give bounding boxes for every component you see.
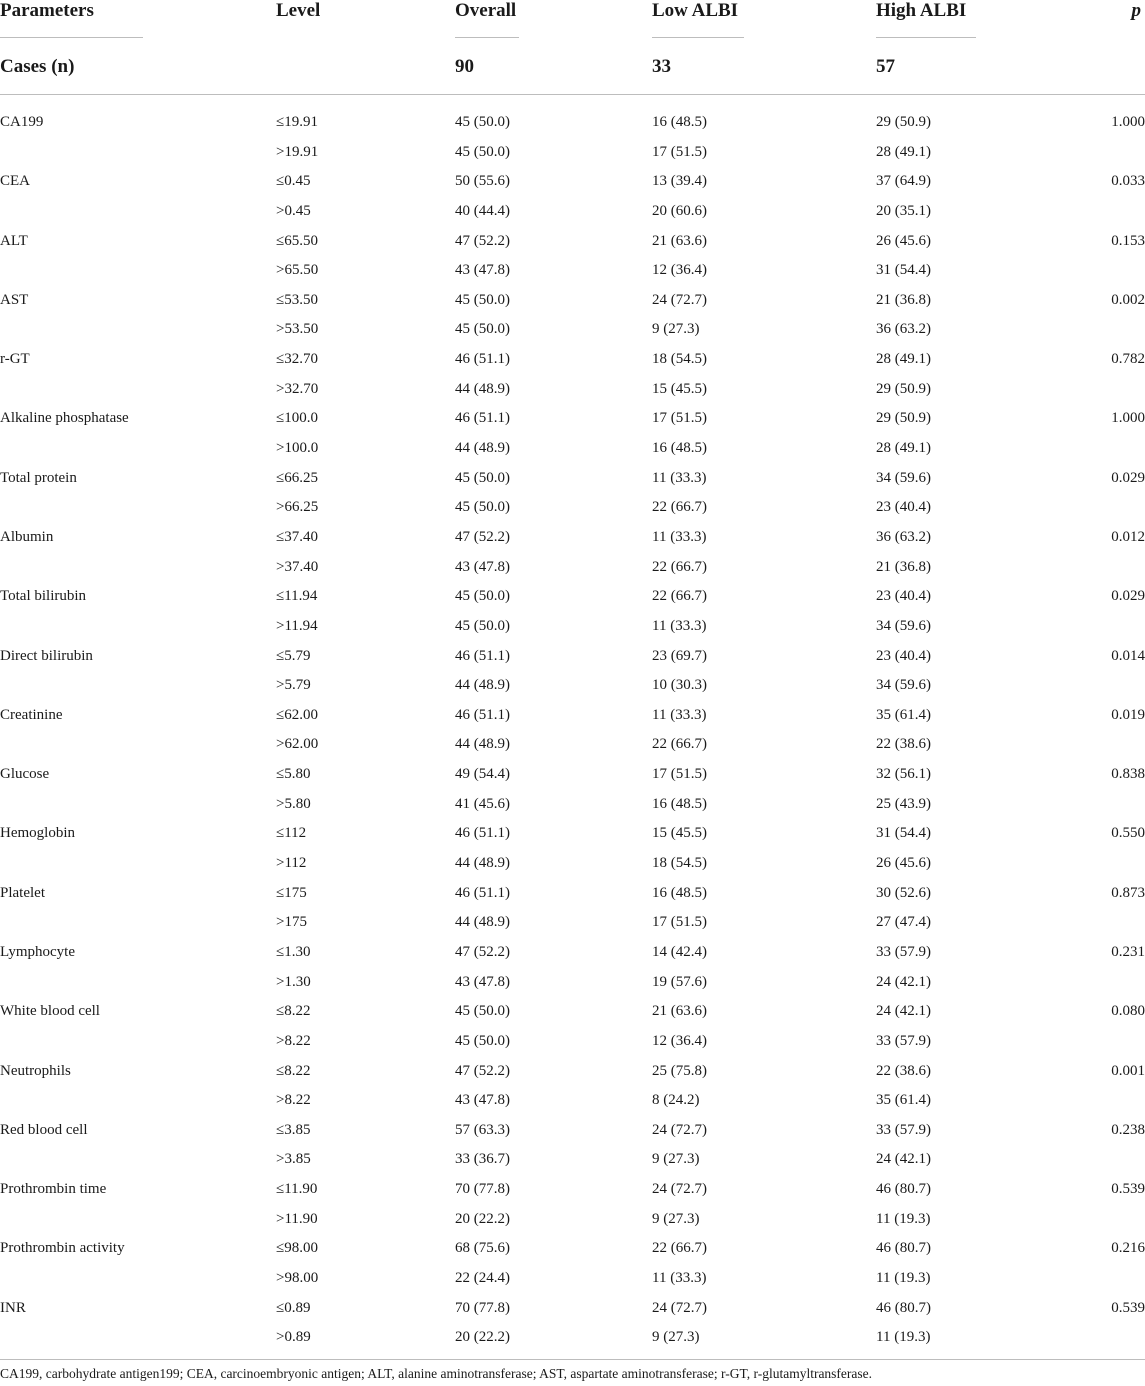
cell-high-albi: 35 (61.4) bbox=[876, 706, 931, 723]
cell-level: >53.50 bbox=[276, 321, 319, 338]
cell-high-albi: 23 (40.4) bbox=[876, 588, 931, 605]
cell-level: ≤8.22 bbox=[276, 1003, 311, 1020]
cell-overall: 43 (47.8) bbox=[455, 558, 510, 575]
cell-parameter: AST bbox=[0, 291, 29, 308]
cell-level: >62.00 bbox=[276, 736, 319, 753]
cell-p-value: 0.029 bbox=[1111, 588, 1145, 605]
cell-level: ≤98.00 bbox=[276, 1240, 318, 1257]
cell-overall: 44 (48.9) bbox=[455, 855, 510, 872]
cell-low-albi: 9 (27.3) bbox=[652, 1329, 700, 1346]
cell-high-albi: 36 (63.2) bbox=[876, 528, 931, 545]
cell-high-albi: 46 (80.7) bbox=[876, 1240, 931, 1257]
cell-overall: 45 (50.0) bbox=[455, 1003, 510, 1020]
header-p-value: p bbox=[1131, 0, 1141, 21]
cell-overall: 44 (48.9) bbox=[455, 736, 510, 753]
cell-low-albi: 21 (63.6) bbox=[652, 1003, 707, 1020]
cell-level: >5.79 bbox=[276, 677, 311, 694]
table-row bbox=[0, 1205, 1145, 1235]
header-underline bbox=[455, 37, 519, 38]
cell-parameter: INR bbox=[0, 1299, 26, 1316]
cell-overall: 45 (50.0) bbox=[455, 617, 510, 634]
table-row bbox=[0, 790, 1145, 820]
cell-parameter: Albumin bbox=[0, 528, 54, 545]
cell-overall: 43 (47.8) bbox=[455, 262, 510, 279]
cell-high-albi: 28 (49.1) bbox=[876, 351, 931, 368]
cell-high-albi: 29 (50.9) bbox=[876, 380, 931, 397]
cell-level: ≤1.30 bbox=[276, 943, 311, 960]
cell-level: >112 bbox=[276, 855, 307, 872]
cell-high-albi: 29 (50.9) bbox=[876, 410, 931, 427]
table-row bbox=[0, 1234, 1145, 1264]
cell-p-value: 0.238 bbox=[1111, 1121, 1145, 1138]
cell-high-albi: 11 (19.3) bbox=[876, 1210, 931, 1227]
cell-low-albi: 10 (30.3) bbox=[652, 677, 707, 694]
cell-high-albi: 22 (38.6) bbox=[876, 1062, 931, 1079]
cell-overall: 46 (51.1) bbox=[455, 884, 510, 901]
cell-level: ≤62.00 bbox=[276, 706, 318, 723]
cell-low-albi: 13 (39.4) bbox=[652, 173, 707, 190]
cell-high-albi: 34 (59.6) bbox=[876, 617, 931, 634]
cell-high-albi: 46 (80.7) bbox=[876, 1181, 931, 1198]
table-row bbox=[0, 523, 1145, 553]
cell-overall: 57 (63.3) bbox=[455, 1121, 510, 1138]
cell-overall: 20 (22.2) bbox=[455, 1329, 510, 1346]
cell-high-albi: 23 (40.4) bbox=[876, 647, 931, 664]
cell-overall: 46 (51.1) bbox=[455, 410, 510, 427]
table-row bbox=[0, 642, 1145, 672]
header-high-albi: High ALBI bbox=[876, 0, 967, 21]
cell-high-albi: 11 (19.3) bbox=[876, 1329, 931, 1346]
cell-high-albi: 34 (59.6) bbox=[876, 677, 931, 694]
footer-divider bbox=[0, 1359, 1145, 1360]
header-low-albi: Low ALBI bbox=[652, 0, 739, 21]
cell-low-albi: 17 (51.5) bbox=[652, 410, 707, 427]
cell-level: >19.91 bbox=[276, 143, 319, 160]
cell-parameter: Neutrophils bbox=[0, 1062, 71, 1079]
cell-high-albi: 22 (38.6) bbox=[876, 736, 931, 753]
cell-overall: 40 (44.4) bbox=[455, 202, 510, 219]
table-row bbox=[0, 671, 1145, 701]
cell-low-albi: 25 (75.8) bbox=[652, 1062, 707, 1079]
cell-low-albi: 9 (27.3) bbox=[652, 1151, 700, 1168]
cell-low-albi: 17 (51.5) bbox=[652, 766, 707, 783]
cell-level: ≤32.70 bbox=[276, 351, 318, 368]
cell-parameter: CA199 bbox=[0, 114, 44, 130]
cell-overall: 45 (50.0) bbox=[455, 469, 510, 486]
table-row bbox=[0, 434, 1145, 464]
cell-low-albi: 14 (42.4) bbox=[652, 943, 707, 960]
cell-p-value: 0.153 bbox=[1111, 232, 1145, 249]
cell-parameter: Red blood cell bbox=[0, 1121, 88, 1138]
cell-low-albi: 24 (72.7) bbox=[652, 1299, 707, 1316]
cell-overall: 47 (52.2) bbox=[455, 528, 510, 545]
table-row bbox=[0, 968, 1145, 998]
table-row bbox=[0, 1145, 1145, 1175]
header-overall: Overall bbox=[455, 0, 517, 21]
cell-level: >5.80 bbox=[276, 795, 311, 812]
cell-level: >8.22 bbox=[276, 1032, 311, 1049]
cell-p-value: 0.001 bbox=[1111, 1062, 1145, 1079]
table-row bbox=[0, 108, 1145, 138]
cell-p-value: 0.012 bbox=[1111, 528, 1145, 545]
cell-low-albi: 22 (66.7) bbox=[652, 499, 707, 516]
cell-low-albi: 16 (48.5) bbox=[652, 440, 707, 457]
cell-overall: 45 (50.0) bbox=[455, 499, 510, 516]
cell-p-value: 1.000 bbox=[1111, 410, 1145, 427]
cell-high-albi: 32 (56.1) bbox=[876, 766, 931, 783]
cell-overall: 45 (50.0) bbox=[455, 291, 510, 308]
cell-low-albi: 19 (57.6) bbox=[652, 973, 707, 990]
cell-overall: 47 (52.2) bbox=[455, 1062, 510, 1079]
cell-high-albi: 24 (42.1) bbox=[876, 973, 931, 990]
table-row bbox=[0, 345, 1145, 375]
cell-high-albi: 27 (47.4) bbox=[876, 914, 931, 931]
cell-p-value: 0.539 bbox=[1111, 1181, 1145, 1198]
table-row bbox=[0, 908, 1145, 938]
cases-overall: 90 bbox=[455, 56, 474, 77]
cell-parameter: Creatinine bbox=[0, 706, 63, 723]
cell-parameter: CEA bbox=[0, 173, 30, 190]
cell-low-albi: 16 (48.5) bbox=[652, 114, 707, 130]
cell-high-albi: 24 (42.1) bbox=[876, 1003, 931, 1020]
table-row bbox=[0, 997, 1145, 1027]
cell-low-albi: 21 (63.6) bbox=[652, 232, 707, 249]
cell-low-albi: 11 (33.3) bbox=[652, 469, 707, 486]
cell-high-albi: 34 (59.6) bbox=[876, 469, 931, 486]
header-underline bbox=[876, 37, 976, 38]
cell-low-albi: 22 (66.7) bbox=[652, 736, 707, 753]
table-row bbox=[0, 701, 1145, 731]
cell-overall: 33 (36.7) bbox=[455, 1151, 510, 1168]
cell-low-albi: 22 (66.7) bbox=[652, 558, 707, 575]
table-row bbox=[0, 138, 1145, 168]
cell-high-albi: 21 (36.8) bbox=[876, 558, 931, 575]
table-row bbox=[0, 1057, 1145, 1087]
table-row bbox=[0, 256, 1145, 286]
cell-level: >66.25 bbox=[276, 499, 319, 516]
cell-p-value: 0.216 bbox=[1111, 1240, 1145, 1257]
table-row bbox=[0, 227, 1145, 257]
cell-p-value: 0.002 bbox=[1111, 291, 1145, 308]
cell-low-albi: 22 (66.7) bbox=[652, 1240, 707, 1257]
cell-low-albi: 12 (36.4) bbox=[652, 1032, 707, 1049]
table-row bbox=[0, 879, 1145, 909]
cell-level: ≤0.89 bbox=[276, 1299, 311, 1316]
cell-low-albi: 11 (33.3) bbox=[652, 706, 707, 723]
cell-parameter: White blood cell bbox=[0, 1003, 100, 1020]
cell-p-value: 0.550 bbox=[1111, 825, 1145, 842]
table-row bbox=[0, 404, 1145, 434]
table-row bbox=[0, 730, 1145, 760]
cell-level: >0.89 bbox=[276, 1329, 311, 1346]
cell-low-albi: 24 (72.7) bbox=[652, 1181, 707, 1198]
cell-parameter: Prothrombin activity bbox=[0, 1240, 125, 1257]
table-row bbox=[0, 819, 1145, 849]
cell-p-value: 0.080 bbox=[1111, 1003, 1145, 1020]
cell-overall: 22 (24.4) bbox=[455, 1269, 510, 1286]
cell-level: ≤65.50 bbox=[276, 232, 318, 249]
cell-parameter: Glucose bbox=[0, 766, 50, 783]
cell-high-albi: 33 (57.9) bbox=[876, 1032, 931, 1049]
cell-low-albi: 15 (45.5) bbox=[652, 380, 707, 397]
cell-low-albi: 15 (45.5) bbox=[652, 825, 707, 842]
table-row bbox=[0, 553, 1145, 583]
table-row bbox=[0, 197, 1145, 227]
table-row bbox=[0, 1027, 1145, 1057]
cell-level: ≤53.50 bbox=[276, 291, 318, 308]
cell-parameter: r-GT bbox=[0, 351, 30, 368]
table-row bbox=[0, 315, 1145, 345]
table-row bbox=[0, 1175, 1145, 1205]
cell-high-albi: 33 (57.9) bbox=[876, 1121, 931, 1138]
cell-high-albi: 36 (63.2) bbox=[876, 321, 931, 338]
cell-level: ≤175 bbox=[276, 884, 307, 901]
cell-overall: 20 (22.2) bbox=[455, 1210, 510, 1227]
header-divider bbox=[0, 94, 1145, 95]
cell-level: ≤3.85 bbox=[276, 1121, 311, 1138]
cell-high-albi: 11 (19.3) bbox=[876, 1269, 931, 1286]
cell-overall: 44 (48.9) bbox=[455, 677, 510, 694]
cell-level: >100.0 bbox=[276, 440, 319, 457]
cell-p-value: 0.873 bbox=[1111, 884, 1145, 901]
table-row bbox=[0, 493, 1145, 523]
cell-overall: 43 (47.8) bbox=[455, 1092, 510, 1109]
cell-low-albi: 17 (51.5) bbox=[652, 143, 707, 160]
cell-high-albi: 28 (49.1) bbox=[876, 440, 931, 457]
cell-parameter: Prothrombin time bbox=[0, 1181, 107, 1198]
cell-high-albi: 26 (45.6) bbox=[876, 232, 931, 249]
cell-high-albi: 24 (42.1) bbox=[876, 1151, 931, 1168]
cell-parameter: Total bilirubin bbox=[0, 588, 87, 605]
table-body bbox=[0, 108, 1145, 1353]
table-row bbox=[0, 1086, 1145, 1116]
cell-low-albi: 18 (54.5) bbox=[652, 351, 707, 368]
cell-level: >65.50 bbox=[276, 262, 319, 279]
cell-level: >175 bbox=[276, 914, 307, 931]
cell-high-albi: 33 (57.9) bbox=[876, 943, 931, 960]
cell-low-albi: 24 (72.7) bbox=[652, 291, 707, 308]
cell-parameter: Hemoglobin bbox=[0, 825, 75, 842]
cases-high-albi: 57 bbox=[876, 56, 895, 77]
cell-overall: 43 (47.8) bbox=[455, 973, 510, 990]
header-level: Level bbox=[276, 0, 321, 21]
cell-low-albi: 18 (54.5) bbox=[652, 855, 707, 872]
cell-level: >0.45 bbox=[276, 202, 311, 219]
table-row bbox=[0, 375, 1145, 405]
cell-level: >32.70 bbox=[276, 380, 319, 397]
cases-low-albi: 33 bbox=[652, 56, 671, 77]
cell-overall: 44 (48.9) bbox=[455, 380, 510, 397]
cell-parameter: Direct bilirubin bbox=[0, 647, 93, 664]
cell-high-albi: 35 (61.4) bbox=[876, 1092, 931, 1109]
cell-level: ≤11.94 bbox=[276, 588, 318, 605]
cell-high-albi: 28 (49.1) bbox=[876, 143, 931, 160]
cell-level: ≤11.90 bbox=[276, 1181, 318, 1198]
cell-level: >11.94 bbox=[276, 617, 318, 634]
cell-high-albi: 37 (64.9) bbox=[876, 173, 931, 190]
cell-level: ≤19.91 bbox=[276, 114, 318, 130]
cell-low-albi: 23 (69.7) bbox=[652, 647, 707, 664]
cell-low-albi: 9 (27.3) bbox=[652, 321, 700, 338]
cell-level: ≤37.40 bbox=[276, 528, 318, 545]
cell-overall: 46 (51.1) bbox=[455, 351, 510, 368]
cell-low-albi: 9 (27.3) bbox=[652, 1210, 700, 1227]
cell-low-albi: 16 (48.5) bbox=[652, 884, 707, 901]
cell-p-value: 0.539 bbox=[1111, 1299, 1145, 1316]
cell-level: >11.90 bbox=[276, 1210, 318, 1227]
cell-low-albi: 11 (33.3) bbox=[652, 1269, 707, 1286]
cell-low-albi: 22 (66.7) bbox=[652, 588, 707, 605]
table-row bbox=[0, 938, 1145, 968]
table-row bbox=[0, 286, 1145, 316]
cell-p-value: 0.782 bbox=[1111, 351, 1145, 368]
table-row bbox=[0, 1264, 1145, 1294]
cell-overall: 46 (51.1) bbox=[455, 825, 510, 842]
cell-high-albi: 23 (40.4) bbox=[876, 499, 931, 516]
cell-overall: 45 (50.0) bbox=[455, 588, 510, 605]
cell-overall: 70 (77.8) bbox=[455, 1181, 510, 1198]
cell-overall: 47 (52.2) bbox=[455, 943, 510, 960]
cell-high-albi: 31 (54.4) bbox=[876, 825, 931, 842]
cell-parameter: ALT bbox=[0, 232, 28, 249]
cell-p-value: 0.231 bbox=[1111, 943, 1145, 960]
cell-overall: 68 (75.6) bbox=[455, 1240, 510, 1257]
cell-level: >98.00 bbox=[276, 1269, 319, 1286]
cell-low-albi: 17 (51.5) bbox=[652, 914, 707, 931]
cell-high-albi: 21 (36.8) bbox=[876, 291, 931, 308]
cell-high-albi: 29 (50.9) bbox=[876, 114, 931, 130]
cell-overall: 41 (45.6) bbox=[455, 795, 510, 812]
cell-high-albi: 20 (35.1) bbox=[876, 202, 931, 219]
cell-parameter: Platelet bbox=[0, 884, 45, 901]
table-row bbox=[0, 167, 1145, 197]
table-row bbox=[0, 582, 1145, 612]
cell-level: ≤8.22 bbox=[276, 1062, 311, 1079]
cell-p-value: 0.838 bbox=[1111, 766, 1145, 783]
table-row bbox=[0, 612, 1145, 642]
cell-p-value: 0.033 bbox=[1111, 173, 1145, 190]
cell-p-value: 0.019 bbox=[1111, 706, 1145, 723]
cell-overall: 70 (77.8) bbox=[455, 1299, 510, 1316]
cell-level: >37.40 bbox=[276, 558, 319, 575]
cell-low-albi: 8 (24.2) bbox=[652, 1092, 700, 1109]
cell-level: ≤66.25 bbox=[276, 469, 318, 486]
cell-parameter: Alkaline phosphatase bbox=[0, 410, 129, 427]
cell-overall: 50 (55.6) bbox=[455, 173, 510, 190]
cell-overall: 45 (50.0) bbox=[455, 1032, 510, 1049]
cell-overall: 46 (51.1) bbox=[455, 706, 510, 723]
table-row bbox=[0, 1294, 1145, 1324]
cell-level: ≤0.45 bbox=[276, 173, 311, 190]
cell-p-value: 0.029 bbox=[1111, 469, 1145, 486]
cell-overall: 46 (51.1) bbox=[455, 647, 510, 664]
cell-parameter: Total protein bbox=[0, 469, 77, 486]
cell-level: >1.30 bbox=[276, 973, 311, 990]
header-parameters: Parameters bbox=[0, 0, 94, 21]
cell-overall: 44 (48.9) bbox=[455, 440, 510, 457]
table-row bbox=[0, 760, 1145, 790]
cell-overall: 49 (54.4) bbox=[455, 766, 510, 783]
cell-high-albi: 26 (45.6) bbox=[876, 855, 931, 872]
cell-p-value: 0.014 bbox=[1111, 647, 1145, 664]
footnote: CA199, carbohydrate antigen199; CEA, carcinoembryonic antigen; ALT, alanine aminotransferase; AST, aspartate aminotransferase; r-GT, r-glutamyltransferase. bbox=[0, 1366, 873, 1381]
header-underline bbox=[652, 37, 744, 38]
cell-overall: 45 (50.0) bbox=[455, 321, 510, 338]
table-row bbox=[0, 1323, 1145, 1353]
cell-level: ≤5.80 bbox=[276, 766, 311, 783]
cell-level: ≤112 bbox=[276, 825, 307, 842]
cell-low-albi: 16 (48.5) bbox=[652, 795, 707, 812]
table-row bbox=[0, 1116, 1145, 1146]
cell-low-albi: 24 (72.7) bbox=[652, 1121, 707, 1138]
cell-low-albi: 20 (60.6) bbox=[652, 202, 707, 219]
cases-label: Cases (n) bbox=[0, 56, 75, 77]
cell-low-albi: 12 (36.4) bbox=[652, 262, 707, 279]
cell-level: ≤100.0 bbox=[276, 410, 318, 427]
cell-low-albi: 11 (33.3) bbox=[652, 528, 707, 545]
cell-high-albi: 31 (54.4) bbox=[876, 262, 931, 279]
cell-overall: 47 (52.2) bbox=[455, 232, 510, 249]
cell-high-albi: 25 (43.9) bbox=[876, 795, 931, 812]
header-underline bbox=[0, 37, 143, 38]
cell-level: ≤5.79 bbox=[276, 647, 311, 664]
cell-p-value: 1.000 bbox=[1111, 114, 1145, 130]
cell-level: >8.22 bbox=[276, 1092, 311, 1109]
cell-parameter: Lymphocyte bbox=[0, 943, 75, 960]
cell-low-albi: 11 (33.3) bbox=[652, 617, 707, 634]
cell-overall: 44 (48.9) bbox=[455, 914, 510, 931]
cell-high-albi: 30 (52.6) bbox=[876, 884, 931, 901]
table-row bbox=[0, 464, 1145, 494]
cell-level: >3.85 bbox=[276, 1151, 311, 1168]
cell-overall: 45 (50.0) bbox=[455, 114, 510, 130]
cell-high-albi: 46 (80.7) bbox=[876, 1299, 931, 1316]
table-row bbox=[0, 849, 1145, 879]
cell-overall: 45 (50.0) bbox=[455, 143, 510, 160]
